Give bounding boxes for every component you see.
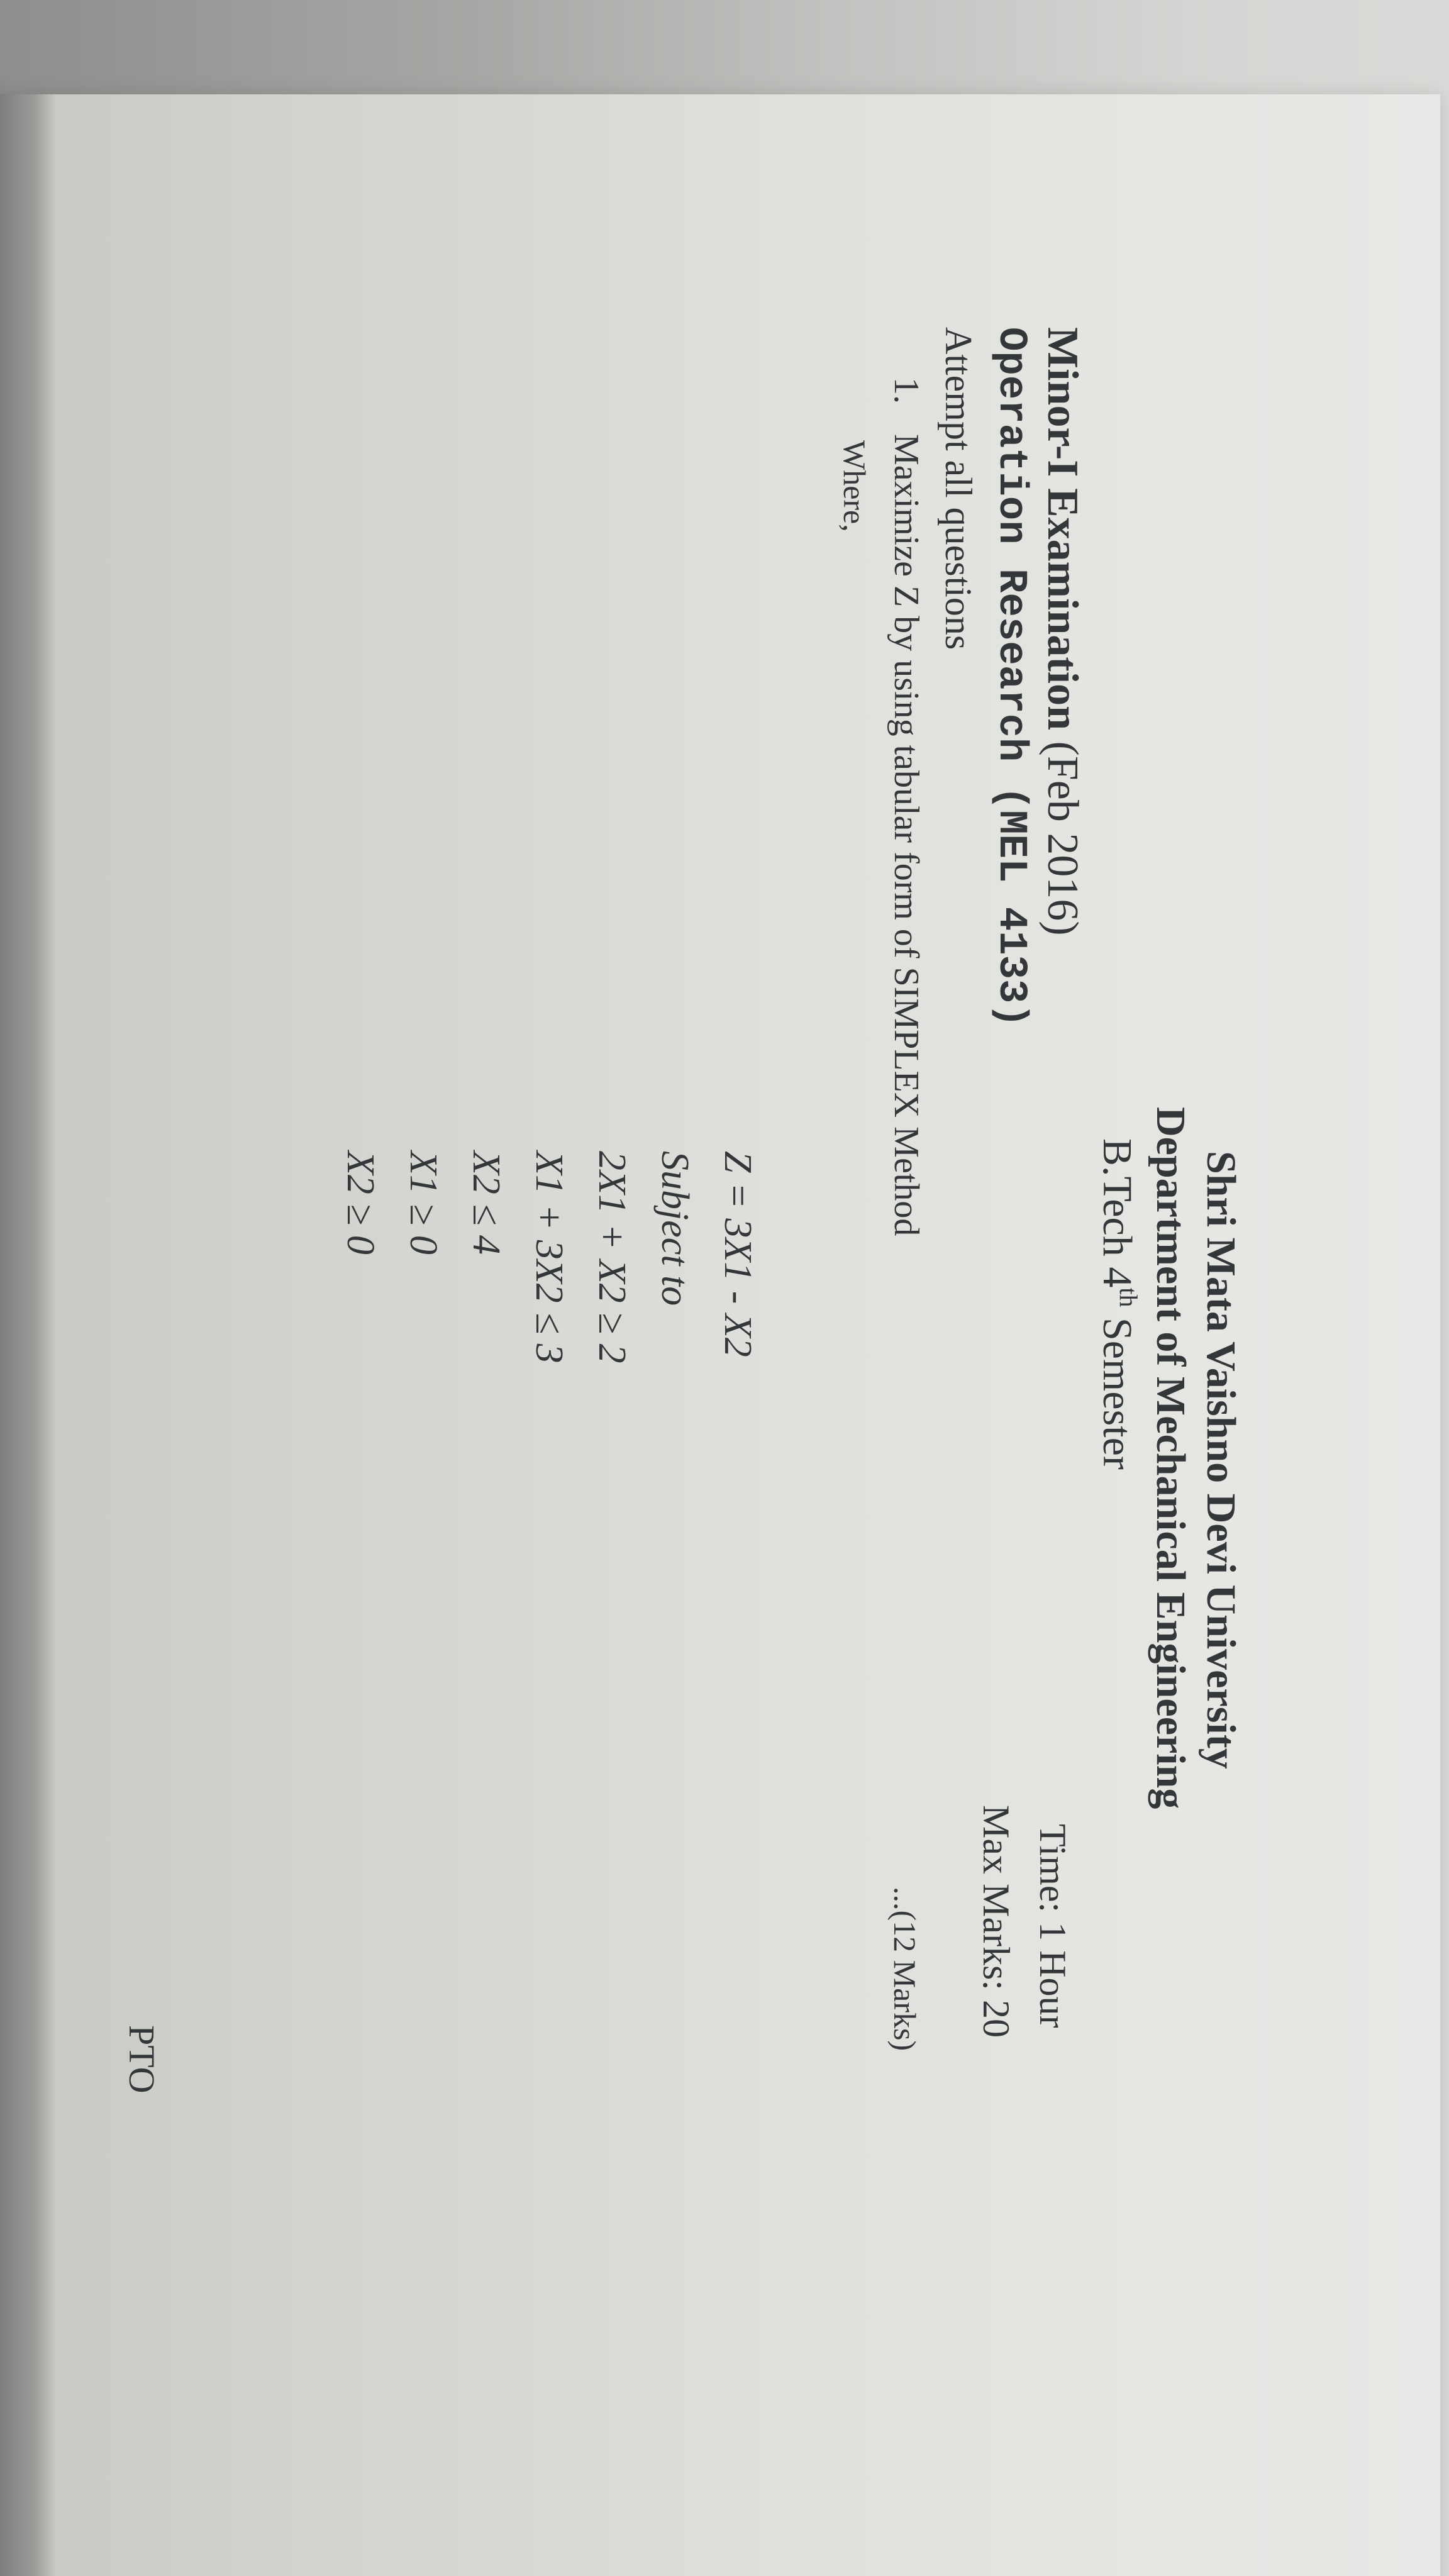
program-line xyxy=(1094,1138,1143,1470)
objective-function: Z = 3X1 - X2 xyxy=(716,1151,759,1357)
university-title: Shri Mata Vaishno Devi University xyxy=(1198,1151,1244,1769)
constraint-3: X2 ≤ 4 xyxy=(465,1151,508,1255)
question-marks: ...(12 Marks) xyxy=(887,1887,923,2051)
pto-label: PTO xyxy=(121,2025,162,2094)
where-label: Where, xyxy=(837,440,872,532)
constraint-1: 2X1 + X2 ≥ 2 xyxy=(591,1151,633,1363)
constraint-5: X2 ≥ 0 xyxy=(339,1151,382,1255)
exam-time: Time: 1 Hour xyxy=(1032,1824,1074,2028)
program-suffix: Semester xyxy=(1094,1307,1140,1470)
question-number: 1. xyxy=(887,377,926,404)
constraint-2: X1 + 3X2 ≤ 3 xyxy=(528,1151,570,1363)
question-text: Maximize Z by using tabular form of SIMPLEX Method xyxy=(887,434,926,1236)
constraint-4: X1 ≥ 0 xyxy=(402,1151,445,1255)
program-superscript: th xyxy=(1114,1287,1143,1307)
program-prefix: B.Tech 4 xyxy=(1094,1138,1140,1288)
exam-title xyxy=(1038,327,1087,936)
instruction: Attempt all questions xyxy=(938,327,979,650)
exam-date: (Feb 2016) xyxy=(1038,730,1087,936)
course-title: Operation Research (MEL 4133) xyxy=(988,327,1033,1028)
subject-to-label: Subject to xyxy=(653,1151,696,1306)
exam-title-bold: Minor-I Examination xyxy=(1038,327,1087,731)
max-marks: Max Marks: 20 xyxy=(975,1805,1017,2038)
department-title: Department of Mechanical Engineering xyxy=(1148,1107,1194,1809)
